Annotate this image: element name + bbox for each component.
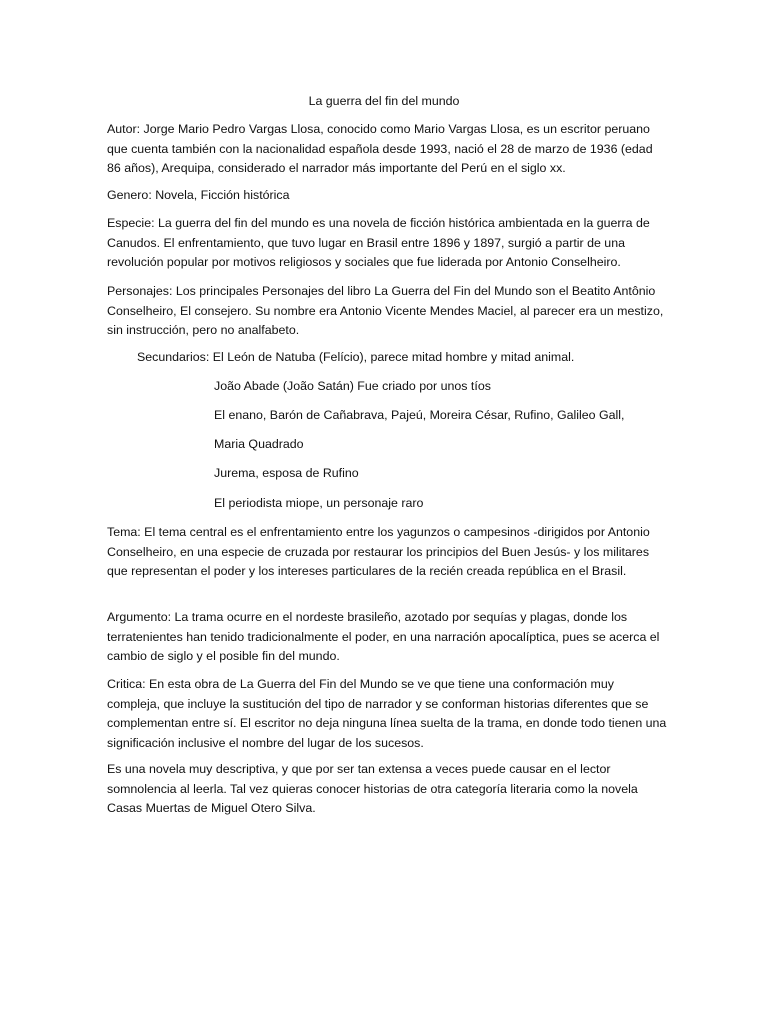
especie-paragraph: Especie: La guerra del fin del mundo es una novela de ficción histórica ambientada en la guerra de Canudos. El enfrentamiento, que tuvo lugar en Brasil entre 1896 y 1897, surgió a partir de una revolución popular por motivos religiosos y sociales que fue liderada por Antonio Conselheiro. [107, 216, 650, 270]
argumento-paragraph: Argumento: La trama ocurre en el nordeste brasileño, azotado por sequías y plagas, donde los terratenientes han tenido tradicionalmente el poder, en una narración apocalíptica, pues se acerca el cambio de siglo y el posible fin del mundo. [107, 610, 660, 664]
tema-paragraph: Tema: El tema central es el enfrentamiento entre los yagunzos o campesinos -dirigidos por Antonio Conselheiro, en una especie de cruzada por restaurar los principios del Buen Jesús- y los militares que representan el poder y los intereses particulares de la recién creada república en el Brasil. [107, 525, 650, 579]
genero-paragraph: Genero: Novela, Ficción histórica [107, 188, 290, 202]
secundarios-item: El enano, Barón de Cañabrava, Pajeú, Moreira César, Rufino, Galileo Gall, [214, 408, 625, 422]
personajes-paragraph: Personajes: Los principales Personajes del libro La Guerra del Fin del Mundo son el Beatito Antônio Conselheiro, El consejero. Su nombre era Antonio Vicente Mendes Maciel, al parecer era un mestizo, sin instrucción, pero no analfabeto. [107, 284, 664, 338]
secundarios-item: Jurema, esposa de Rufino [214, 466, 359, 480]
document-title: La guerra del fin del mundo [308, 94, 460, 108]
autor-paragraph: Autor: Jorge Mario Pedro Vargas Llosa, conocido como Mario Vargas Llosa, es un escritor peruano que cuenta también con la nacionalidad española desde 1993, nació el 28 de marzo de 1936 (edad 86 años), Arequipa, considerado el narrador más importante del Perú en el siglo xx. [107, 122, 653, 176]
secundarios-item: Maria Quadrado [214, 437, 304, 451]
secundarios-item: João Abade (João Satán) Fue criado por unos tíos [214, 379, 491, 393]
conclusion-paragraph: Es una novela muy descriptiva, y que por ser tan extensa a veces puede causar en el lector somnolencia al leerla. Tal vez quieras conocer historias de otra categoría literaria como la novela Casas Muertas de Miguel Otero Silva. [107, 762, 638, 816]
secundarios-heading: Secundarios: El León de Natuba (Felício), parece mitad hombre y mitad animal. [137, 350, 575, 364]
critica-paragraph: Critica: En esta obra de La Guerra del Fin del Mundo se ve que tiene una conformación muy compleja, que incluye la sustitución del tipo de narrador y se conforman historias diferentes que se complementan entre sí. El escritor no deja ninguna línea suelta de la trama, en donde todo tienen una significación inclusive el nombre del lugar de los sucesos. [107, 677, 667, 750]
secundarios-item: El periodista miope, un personaje raro [214, 496, 424, 510]
